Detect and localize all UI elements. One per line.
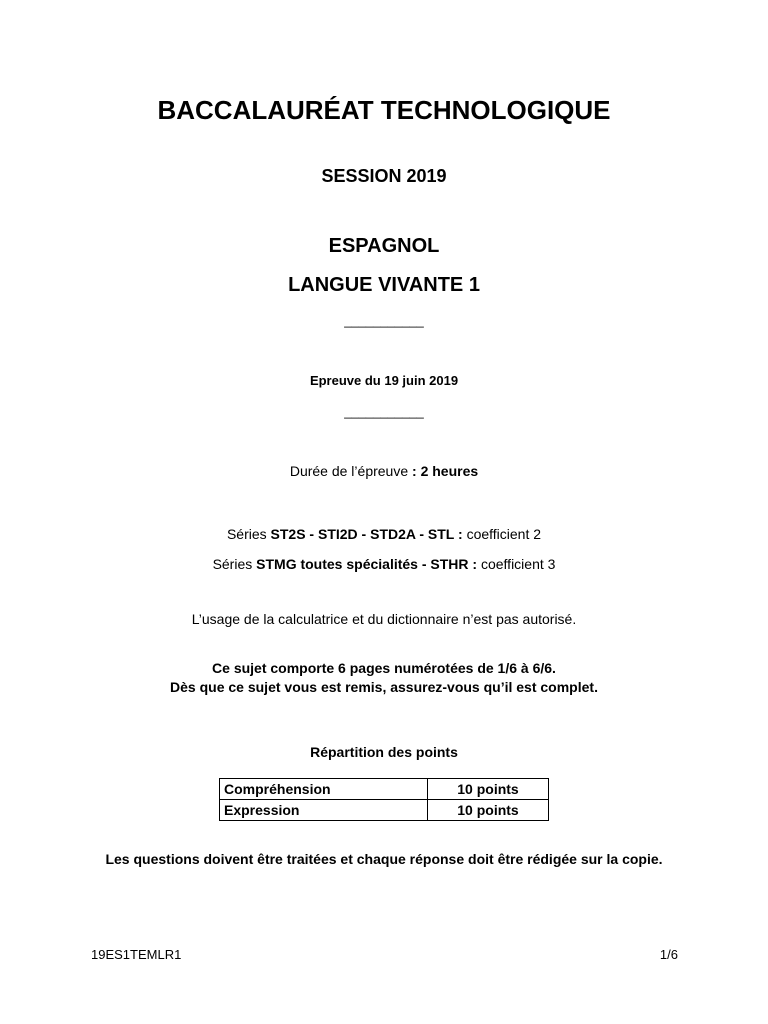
separator-line: ___________ [344, 313, 424, 328]
points-cell: 10 points [428, 800, 549, 821]
series-line [0, 526, 768, 542]
table-row [220, 800, 549, 821]
calculator-notice: L’usage de la calculatrice et du dictionnaire n’est pas autorisé. [191, 611, 577, 627]
pages-notice-line: Ce sujet comporte 6 pages numérotées de 1/6 à 6/6. [212, 660, 556, 676]
page-number: 1/6 [659, 947, 678, 962]
session-label: SESSION 2019 [321, 166, 447, 186]
exam-title: BACCALAURÉAT TECHNOLOGIQUE [157, 95, 611, 125]
instructions-text: Les questions doivent être traitées et chaque réponse doit être rédigée sur la copie. [105, 851, 663, 867]
separator-line: ___________ [344, 404, 424, 419]
exam-duration [0, 463, 768, 479]
language-level-label: LANGUE VIVANTE 1 [288, 274, 480, 296]
table-row [220, 779, 549, 800]
points-cell: 10 points [428, 779, 549, 800]
subject-label: ESPAGNOL [328, 235, 440, 257]
series-coefficient: coefficient 3 [480, 556, 556, 572]
series-names: STMG toutes spécialités - STHR : [256, 556, 478, 572]
section-cell: Compréhension [220, 779, 428, 800]
exam-date: Epreuve du 19 juin 2019 [309, 373, 459, 388]
series-line [0, 556, 768, 572]
series-prefix: Séries [212, 556, 253, 572]
pages-notice [0, 659, 768, 697]
points-title: Répartition des points [310, 744, 458, 760]
series-names: ST2S - STI2D - STD2A - STL : [270, 526, 463, 542]
section-cell: Expression [220, 800, 428, 821]
document-code: 19ES1TEMLR1 [91, 947, 182, 962]
duration-label: Durée de l’épreuve [289, 463, 409, 479]
points-table [219, 778, 549, 821]
pages-notice-line: Dès que ce sujet vous est remis, assurez-vous qu’il est complet. [170, 679, 598, 695]
duration-value: : 2 heures [412, 463, 479, 479]
series-coefficient: coefficient 2 [466, 526, 542, 542]
series-prefix: Séries [226, 526, 267, 542]
